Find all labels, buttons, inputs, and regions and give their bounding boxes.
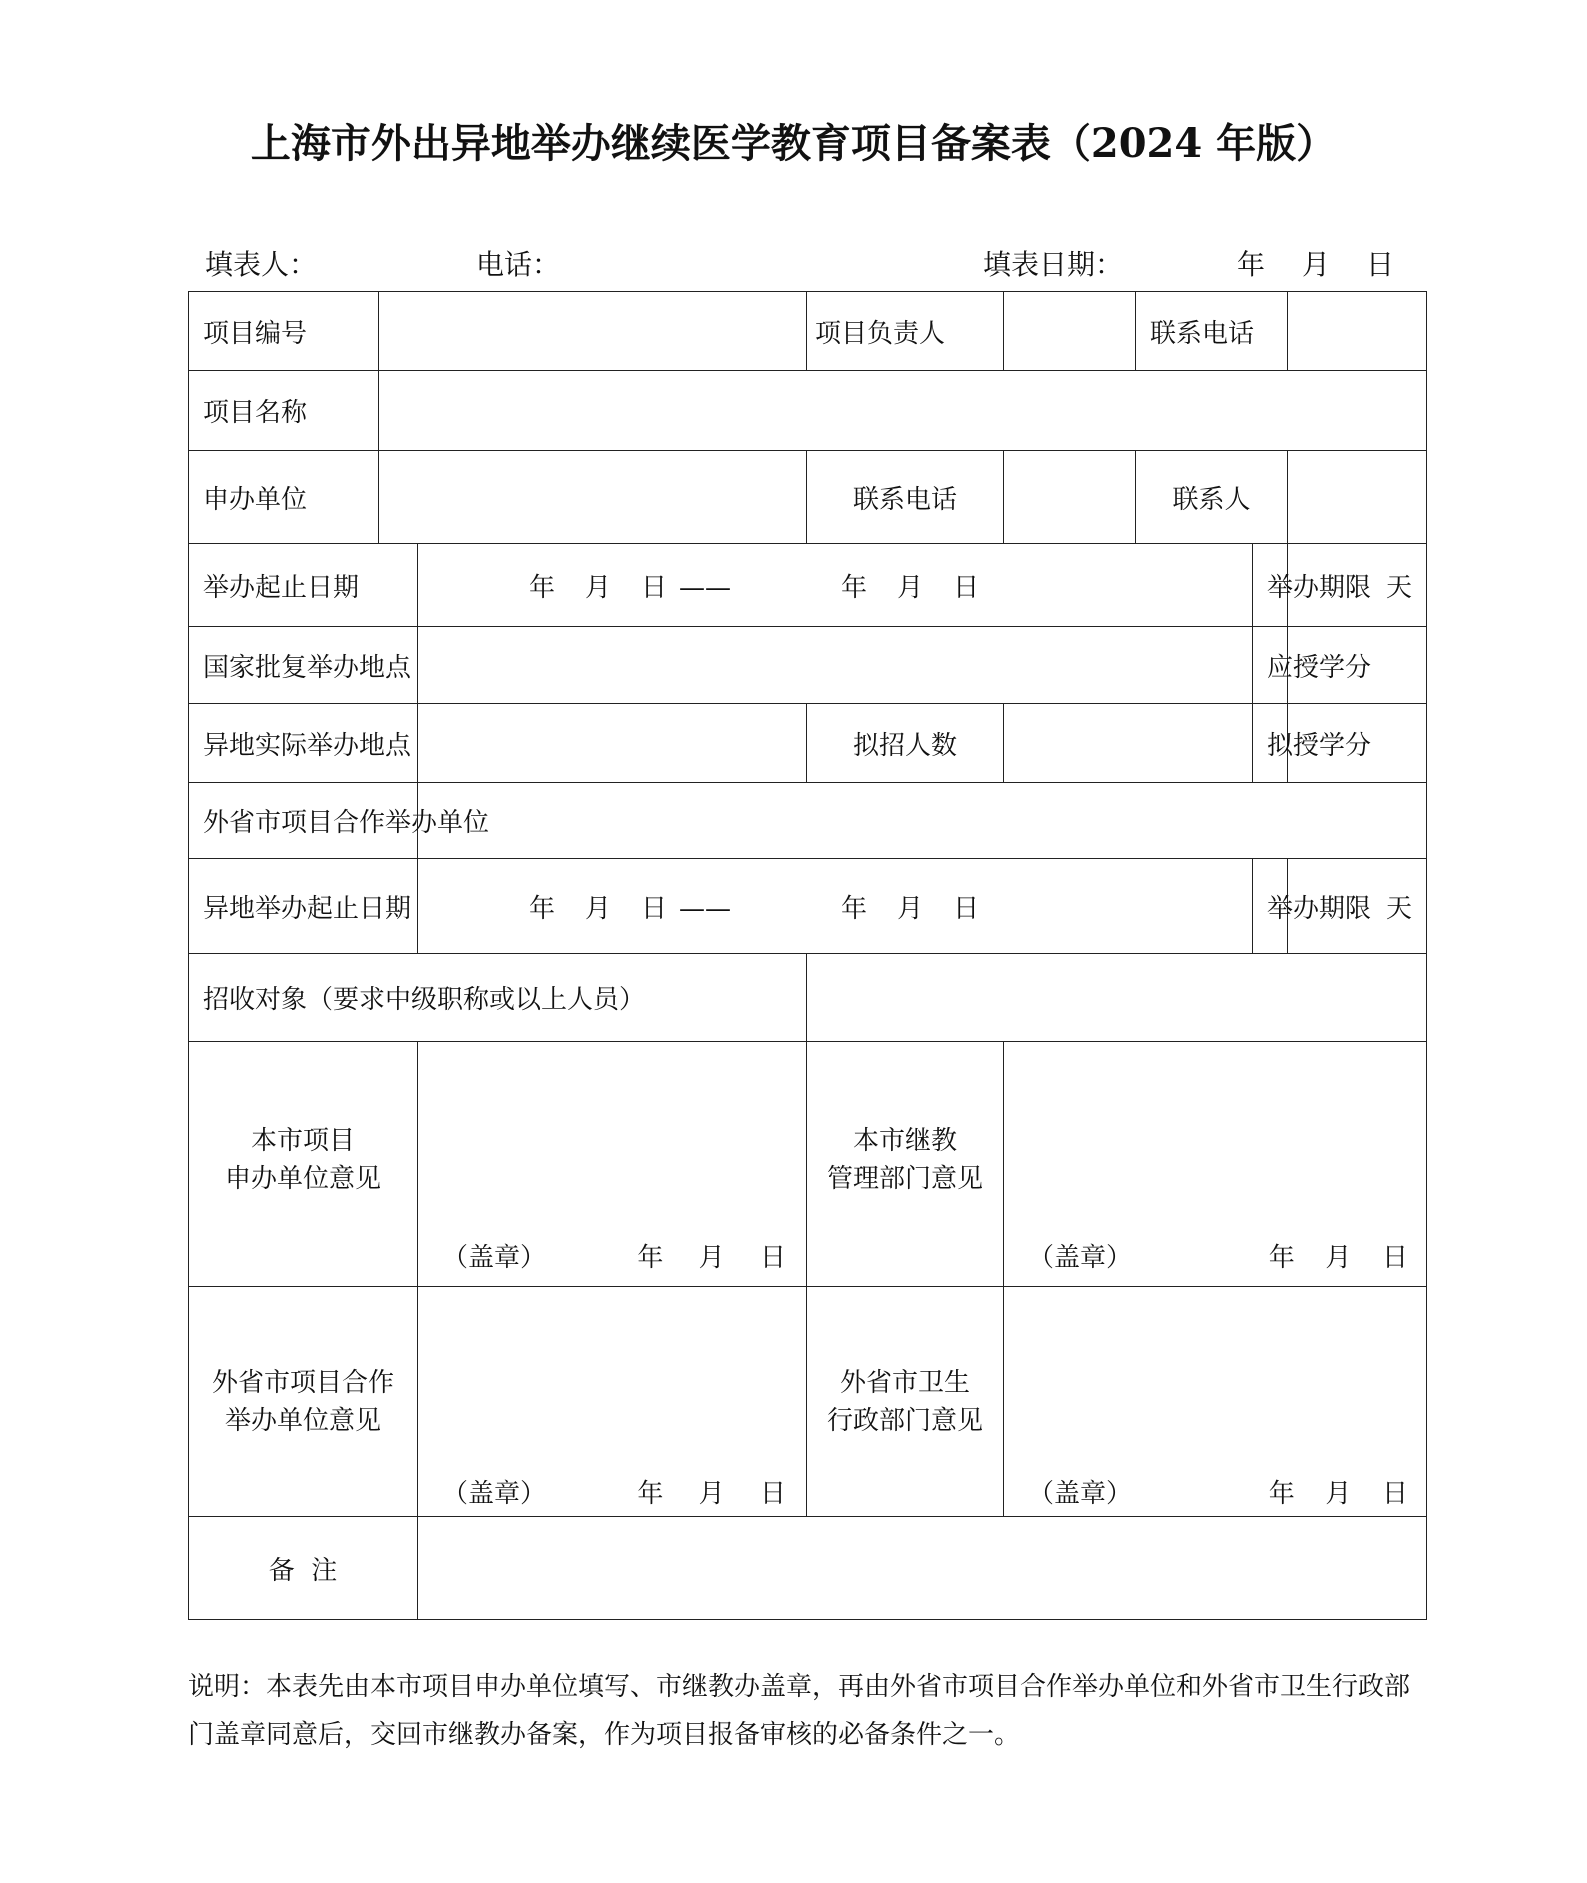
local-admin-stamp: （盖章）	[1028, 1243, 1133, 1273]
host-unit-label: 申办单位	[189, 451, 379, 544]
health-admin-month: 月	[1325, 1479, 1352, 1509]
remark-label: 备 注	[189, 1517, 418, 1620]
project-leader-label: 项目负责人	[807, 292, 1004, 371]
health-admin-stamp: （盖章）	[1028, 1479, 1133, 1509]
contact-person-field[interactable]	[1288, 451, 1427, 544]
row-local-opinions	[189, 1042, 1427, 1287]
row-start-end-date	[189, 544, 1427, 627]
contact-phone2-field[interactable]	[1004, 451, 1136, 544]
remote-dates-label: 异地举办起止日期	[189, 859, 418, 954]
form-note: 说明：本表先由本市项目申办单位填写、市继教办盖章，再由外省市项目合作举办单位和外省市卫生行政部门盖章同意后，交回市继教办备案，作为项目报备审核的必备条件之一。	[188, 1672, 1411, 1750]
start-year: 年	[529, 572, 556, 603]
row-remote-dates	[189, 859, 1427, 954]
coop-host-opinion-label: 外省市项目合作 举办单位意见	[189, 1287, 418, 1517]
local-host-stamp: （盖章）	[442, 1243, 547, 1273]
end-year: 年	[841, 572, 868, 603]
national-site-field[interactable]	[418, 627, 1253, 704]
health-admin-day: 日	[1382, 1479, 1409, 1509]
local-admin-opinion-field[interactable]	[1004, 1042, 1427, 1287]
health-admin-opinion-field[interactable]	[1004, 1287, 1427, 1517]
planned-enrollment-field[interactable]	[1004, 704, 1253, 783]
phone-label: 电话：	[476, 248, 561, 281]
coop-host-opinion-field[interactable]	[418, 1287, 807, 1517]
fill-date-day: 日	[1366, 248, 1395, 281]
start-end-date-field[interactable]	[418, 544, 1253, 627]
start-end-date-label: 举办起止日期	[189, 544, 418, 627]
date-dash: ——	[679, 572, 732, 603]
project-no-label: 项目编号	[189, 292, 379, 371]
coop-host-day: 日	[760, 1479, 787, 1509]
remote-start-month: 月	[585, 893, 612, 924]
row-national-site	[189, 627, 1427, 704]
row-host-unit	[189, 451, 1427, 544]
planned-enrollment-label: 拟招人数	[807, 704, 1004, 783]
project-name-field[interactable]	[379, 371, 1427, 451]
remote-start-day: 日	[641, 893, 668, 924]
local-host-day: 日	[760, 1243, 787, 1273]
host-unit-field[interactable]	[379, 451, 807, 544]
actual-site-field[interactable]	[418, 704, 807, 783]
filing-form-table	[188, 291, 1427, 1620]
row-project-no	[189, 292, 1427, 371]
fill-date-label: 填表日期：	[983, 248, 1124, 281]
local-admin-month: 月	[1325, 1243, 1352, 1273]
row-project-name	[189, 371, 1427, 451]
local-host-opinion-label: 本市项目 申办单位意见	[189, 1042, 418, 1287]
contact-phone-field[interactable]	[1288, 292, 1427, 371]
actual-site-label: 异地实际举办地点	[189, 704, 418, 783]
start-month: 月	[585, 572, 612, 603]
remote-date-dash: ——	[679, 893, 732, 924]
row-remote-opinions	[189, 1287, 1427, 1517]
project-no-field[interactable]	[379, 292, 807, 371]
contact-phone-label: 联系电话	[1136, 292, 1288, 371]
local-host-opinion-field[interactable]	[418, 1042, 807, 1287]
contact-phone2-label: 联系电话	[807, 451, 1004, 544]
health-admin-opinion-label: 外省市卫生 行政部门意见	[807, 1287, 1004, 1517]
project-leader-field[interactable]	[1004, 292, 1136, 371]
coop-host-stamp: （盖章）	[442, 1479, 547, 1509]
duration2-day-unit: 天	[1386, 893, 1413, 924]
row-target	[189, 954, 1427, 1042]
end-month: 月	[897, 572, 924, 603]
remote-end-day: 日	[953, 893, 980, 924]
fill-date-month: 月	[1302, 248, 1331, 281]
coop-unit-field[interactable]	[418, 783, 1427, 859]
local-admin-opinion-label: 本市继教 管理部门意见	[807, 1042, 1004, 1287]
project-name-label: 项目名称	[189, 371, 379, 451]
duration2-label: 举办期限	[1253, 859, 1288, 954]
duration-label: 举办期限	[1253, 544, 1288, 627]
start-day: 日	[641, 572, 668, 603]
health-admin-year: 年	[1268, 1479, 1295, 1509]
form-title: 上海市外出异地举办继续医学教育项目备案表（2024 年版）	[250, 120, 1337, 167]
target-label: 招收对象（要求中级职称或以上人员）	[189, 954, 807, 1042]
coop-unit-label: 外省市项目合作举办单位	[189, 783, 418, 859]
local-admin-year: 年	[1268, 1243, 1295, 1273]
contact-person-label: 联系人	[1136, 451, 1288, 544]
fill-date-year: 年	[1237, 248, 1266, 281]
coop-host-month: 月	[698, 1479, 725, 1509]
local-host-month: 月	[698, 1243, 725, 1273]
duration-day-unit: 天	[1386, 572, 1413, 603]
end-day: 日	[953, 572, 980, 603]
target-field[interactable]	[807, 954, 1427, 1042]
remote-start-year: 年	[529, 893, 556, 924]
filler-label: 填表人：	[205, 248, 318, 281]
local-host-year: 年	[637, 1243, 664, 1273]
row-remark	[189, 1517, 1427, 1620]
row-actual-site	[189, 704, 1427, 783]
planned-credits-label: 拟授学分	[1253, 704, 1288, 783]
coop-host-year: 年	[637, 1479, 664, 1509]
credits-awarded-label: 应授学分	[1253, 627, 1288, 704]
remote-dates-field[interactable]	[418, 859, 1253, 954]
national-site-label: 国家批复举办地点	[189, 627, 418, 704]
row-coop-unit	[189, 783, 1427, 859]
remote-end-month: 月	[897, 893, 924, 924]
remote-end-year: 年	[841, 893, 868, 924]
remark-field[interactable]	[418, 1517, 1427, 1620]
local-admin-day: 日	[1382, 1243, 1409, 1273]
